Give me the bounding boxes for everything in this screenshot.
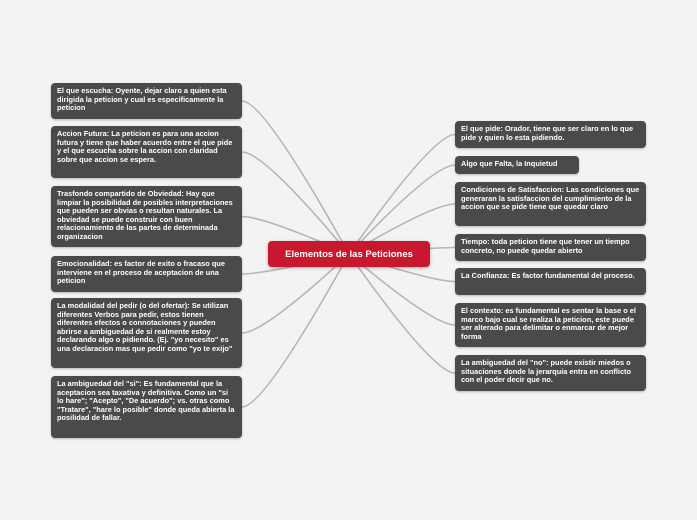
node-ambiguedad-si[interactable]: La ambiguedad del "si": Es fundamental que la aceptacion sea taxativa y definitiva. Como un "si lo hare"; "Acepto", "De acuerdo"; vs. otras como "Tratare", "hare lo posible" donde queda abierta la posilidad de fallar. xyxy=(51,376,242,438)
node-emocionalidad[interactable]: Emocionalidad: es factor de exito o fracaso que interviene en el proceso de aceptacion de una peticion xyxy=(51,256,242,292)
connector-line xyxy=(349,135,455,255)
node-tiempo[interactable]: Tiempo: toda peticion tiene que tener un tiempo concreto, no puede quedar abierto xyxy=(455,234,646,261)
node-condiciones-satisfaccion[interactable]: Condiciones de Satisfaccion: Las condiciones que generaran la satisfaccion del cumplimiento de la accion que se pide tiene que quedar claro xyxy=(455,182,646,226)
node-ambiguedad-no[interactable]: La ambiguedad del "no": puede existir miedos o situaciones donde la jerarquia entra en conflicto con el poder decir que no. xyxy=(455,355,646,391)
node-contexto[interactable]: El contexto: es fundamental es sentar la base o el marco bajo cual se realiza la peticion, este puede ser alterado para delimitar o enmarcar de mejor forma xyxy=(455,303,646,347)
node-modalidad-pedir[interactable]: La modalidad del pedir (o del ofertar): Se utilizan diferentes Verbos para pedir, estos tienen diferentes efectos o connotaciones y pueden abrirse a ambiguedad de si realmente estoy declarando algo o pidiendo. (Ej. "yo necesito" es una declaracion mas que pedir como "yo te exijo" xyxy=(51,298,242,368)
central-topic[interactable]: Elementos de las Peticiones xyxy=(268,241,430,267)
connector-line xyxy=(349,254,455,373)
node-confianza[interactable]: La Confianza: Es factor fundamental del proceso. xyxy=(455,268,646,295)
node-trasfondo-obviedad[interactable]: Trasfondo compartido de Obviedad: Hay que limpiar la posibilidad de posibles interpretaciones que pueden ser obvias o resultan naturales. La obviedad se puede construir con buen relacionamiento de las partes de determinada organizacion xyxy=(51,186,242,247)
node-accion-futura[interactable]: Accion Futura: La peticion es para una accion futura y tiene que haber acuerdo entre el que pide y el que escucha sobre la accion con claridad sobre que accion se espera. xyxy=(51,126,242,178)
node-inquietud[interactable]: Algo que Falta, la Inquietud xyxy=(455,156,579,174)
connector-line xyxy=(242,254,349,407)
node-el-que-escucha[interactable]: El que escucha: Oyente, dejar claro a quien esta dirigida la peticion y cual es especificamente la peticion xyxy=(51,83,242,119)
connector-line xyxy=(242,152,349,254)
node-el-que-pide[interactable]: El que pide: Orador, tiene que ser claro en lo que pide y quien lo esta pidiendo. xyxy=(455,121,646,148)
